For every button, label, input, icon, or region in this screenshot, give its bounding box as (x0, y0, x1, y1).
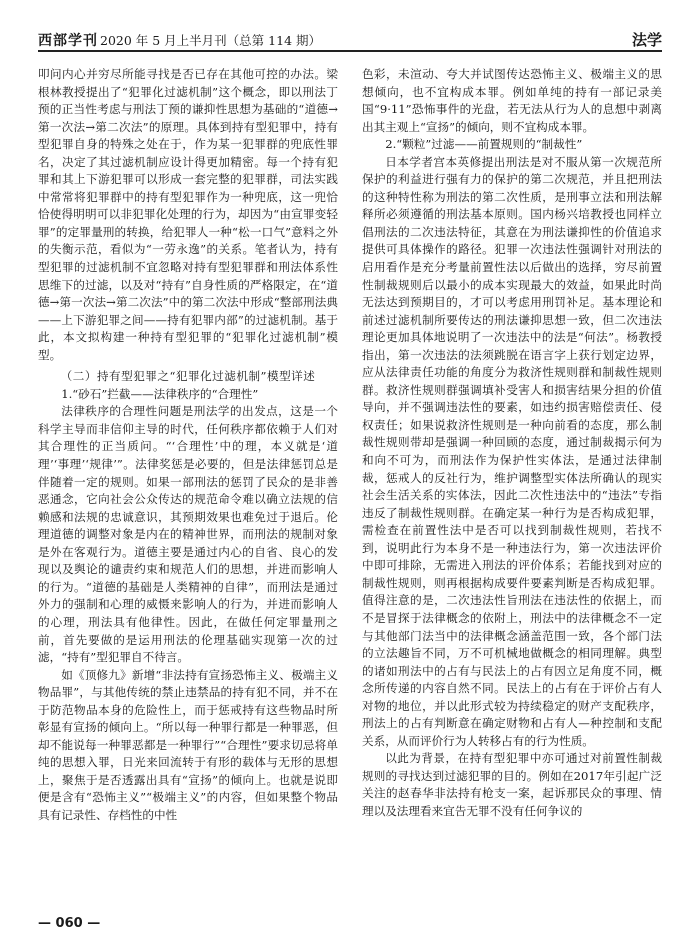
section-label: 法学 (631, 31, 662, 49)
page-header (38, 28, 662, 52)
paragraph: 以此为背景，在持有型犯罪中亦可通过对前置性制裁规则的寻找达到过滤犯罪的目的。例如在2017年引起广泛关注的赵春华非法持有枪支一案，起诉那民众的事理、情理以及法理看来宜告无罪不没有任何争议的 (362, 751, 662, 818)
paragraph: 叩问内心并穷尽所能寻找是否已存在其他可控的办法。梁根林教授提出了“犯罪化过滤机制”这个概念，即以刑法丁预的正当性考虑与刑法丁预的谦抑性思想为基础的“道德→第一次法→第二次法”的原理。具体到持有型犯罪中，持有型犯罪自身的特殊之处在于，作为某一犯罪群的兜底性罪名，决定了其过滤机制应设计得更加精密。每一个持有犯罪和其上下游犯罪可以形成一套完整的犯罪群，司法实践中常常将犯罪群中的持有型犯罪作为一种兜底，这一兜恰恰使得明明可以非犯罪化处理的行为，却因为“由宣罪变轻罪”的定罪量刑的转换，给犯罪人一种“松一口气”意料之外的失衡示范，看似为“一劳永逸”的关系。笔者认为，持有型犯罪的过滤机制不宜忽略对持有型犯罪群和刑法体系性思维下的过滤，以及对“持有”自身性质的严格限定，在“道德→第一次法→第二次法”中的第二次法中形成“整部刑法典——上下游犯罪之间——持有犯罪内部”的过滤机制。基于此，本文拟构建一种持有型犯罪的“犯罪化过滤机制”模型。 (38, 67, 338, 362)
page-number: — 060 — (38, 916, 101, 931)
journal-masthead (38, 30, 321, 50)
subsection-heading: 1.“砂石”拦截——法律秩序的“合理性” (61, 386, 259, 401)
right-column (362, 66, 662, 821)
left-column (38, 66, 338, 825)
issue-info: 2020 年 5 月上半月刊（总第 114 期） (100, 33, 321, 48)
journal-logo: 西部学刊 (38, 33, 98, 49)
paragraph: 日本学者宫本英修提出刑法是对不服从第一次规范所保护的利益进行强有力的保护的第二次规范，并且把刑法的这种特性称为刑法的第二次性质，是刑事立法和刑法解释所必须遵循的刑法基本原则。国内杨兴培教授也同样立倡刑法的二次违法特征，其意在为刑法谦抑性的价值追求提供可具体操作的路径。犯罪一次违法性强调针对刑法的启用看作是充分考量前置性法以后做出的选择，穷尽前置性制裁规则后以最小的成本实现最大的效益，如果此时尚无法达到预期目的，才可以考虑用刑罚补足。基本理论和前述过滤机制所要传达的刑法谦抑思想一致，但二次违法理论更加具体地说明了一次违法中的法是“何法”。杨教授指出，第一次违法的法须跳脱在语言字上获行划定边界，应从法律责任功能的角度分为救济性规则群和制裁性规则群。救济性规则群强调填补受害人和损害结果分担的价值导向，并不强调违法性的要素，如违约损害赔偿责任、侵权责任；如果说救济性规则是一种向前看的态度，那么制裁性规则带却是强调一种回顾的态度，通过制裁揭示何为和向不可为，而刑法作为保护性实体法，是通过法律制裁，惩戒人的反社行为，维护调整型实体法所确认的现实社会生活关系的实体法，因此二次性违法中的“违法”专指违反了制裁性规则群。在确定某一种行为是否构成犯罪，需检查在前置性法中是否可以找到制裁性规则，若找不到，说明此行为本身不是一种违法行为，第一次违法评价中即可排除，无需进入刑法的评价体系；若能找到对应的制裁性规则，则再根据构成要件要素判断是否构成犯罪。值得注意的是，二次违法性旨刑法在违法性的依据上，而不是冒探于法律概念的依附上，刑法中的法律概念不一定与其他部门法当中的法律概念涵盖范围一致，各个部门法的立法趣旨不同，万不可机械地做概念的相同理解。典型的诸如刑法中的占有与民法上的占有因立足角度不同，概念所传递的内容自然不同。民法上的占有在于评价占有人对物的地位，并以此形式较为持续稳定的财产支配秩序，刑法上的占有判断意在确定财物和占有人—种控制和支配关系，从而评价行为人转移占有的行为性质。 (362, 154, 662, 748)
subsection-heading: 2.“颗粒”过滤——前置规则的“制裁性” (385, 137, 583, 152)
paragraph: 色彩，未渲动、夸大并试图传达恐怖主义、极端主义的思想倾向，也不宜构成本罪。例如单纯的持有一部记录美国“9·11”恐怖事件的光盘，若无法从行为人的息想中剥离出其主观上“宣扬”的倾向，则不宜构成本罪。 (362, 67, 662, 134)
paragraph: 如《顶修九》新增“非法持有宣扬恐怖主义、极端主义物品罪”，与其他传统的禁止违禁品的持有犯不同，并不在于防范物品本身的危险性上，而于惩戒持有这些物品时所彰显有宣扬的倾向上。“所以每一种罪行都是一种罪恶，但却不能说每一种罪恶都是一种罪行”“合理性”要求切忌将单纯的思想入罪，日光来回流转于有形的载体与无形的思想上，聚焦于是否透露出具有“宣扬”的倾向上。也就是说即便是含有“恐怖主义”“极端主义”的内容，但如果整个物品具有记录性、存档性的中性 (38, 667, 338, 822)
section-heading: （二）持有型犯罪之“犯罪化过滤机制”模型详述 (60, 369, 316, 384)
paragraph: 法律秩序的合理性问题是刑法学的出发点，这是一个科学主导而非信仰主导的时代，任何秩序都依赖于人们对其合理性的正当质问。“‘合理性’中的理，本义就是‘道理’‘事理’‘规律’”。法律奖惩是必要的，但是法律惩罚总是伴随着一定的规则。如果一部刑法的惩罚了民众的是非善恶通念，它向社会公众传达的规范命令难以确立法规的信赖感和法规的忠诚意识，其预期效果也难免过于退后。伦理道德的调整对象是内在的精神世界，而刑法的规制对象是外在客观行为。道德主要是通过内心的自省、良心的发现以及舆论的谴责约束和规范人们的思想，并进而影响人的行为。“道德的基础是人类精神的自律”，而刑法是通过外力的强制和心理的威慑来影响人的行为，并进而影响人的心理，刑法具有他律性。因此，在做任何定罪量刑之前，首先要做的是运用刑法的伦理基础实现第一次的过滤，“持有”型犯罪自不待言。 (38, 404, 338, 665)
